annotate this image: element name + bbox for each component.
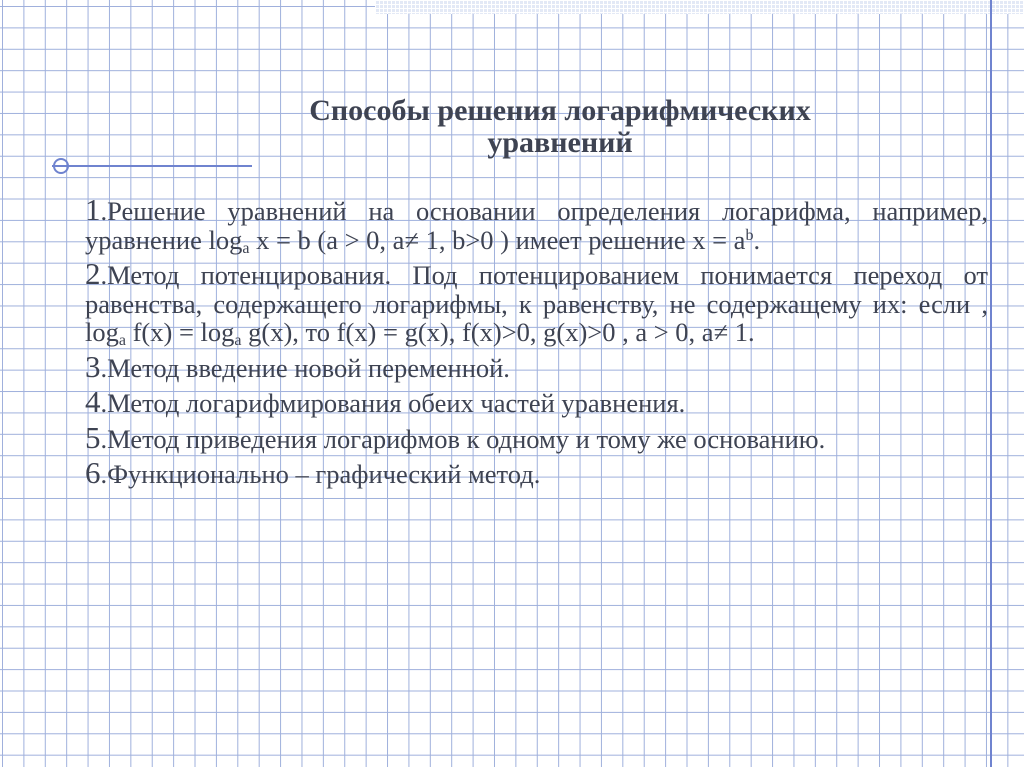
item-text: .Метод приведения логарифмов к одному и тому же основанию. [100, 423, 826, 454]
circle-marker-icon [53, 158, 69, 174]
item-text: .Метод потенцирования. Под потенцированием понимается переход от равенства, содержащего логарифмы, к равенству, не содержащему их: если , log [85, 260, 988, 347]
slide-title [200, 95, 920, 159]
item-number: 6 [85, 455, 101, 490]
methods-list [85, 192, 988, 495]
margin-line-horizontal [52, 165, 252, 167]
method-item-6 [85, 455, 988, 490]
log-base: a [118, 332, 126, 349]
exponent: b [745, 226, 754, 244]
item-number: 5 [85, 419, 101, 455]
title-line-1: Способы решения логарифмических [309, 94, 811, 127]
item-text: .Метод введение новой переменной. [100, 352, 510, 383]
title-line-2: уравнений [487, 126, 633, 159]
method-item-5 [85, 419, 988, 455]
item-number: 1 [85, 192, 101, 227]
item-text: .Метод логарифмирования обеих частей уравнения. [100, 388, 686, 418]
method-item-4 [85, 384, 988, 419]
method-item-1 [85, 192, 988, 257]
item-text: .Решение уравнений на основании определения логарифма, например, уравнение log [85, 196, 988, 255]
item-number: 4 [85, 384, 101, 419]
item-text: f(x) = log [125, 317, 235, 347]
item-text: . [753, 224, 761, 255]
item-text: g(x), то f(x) = g(x), f(x)>0, g(x)>0 , a > 0, a≠ 1. [241, 317, 755, 347]
method-item-2 [85, 256, 988, 349]
log-base: a [234, 332, 242, 349]
method-item-3 [85, 348, 988, 384]
top-decorative-band [375, 0, 1024, 14]
item-text: x = b (a > 0, a≠ 1, b>0 ) имеет решение x = a [249, 224, 746, 255]
item-number: 2 [85, 256, 101, 291]
log-base: a [242, 239, 250, 257]
margin-line-vertical [990, 0, 992, 767]
item-text: .Функционально – графический метод. [100, 459, 541, 489]
item-number: 3 [85, 348, 101, 384]
